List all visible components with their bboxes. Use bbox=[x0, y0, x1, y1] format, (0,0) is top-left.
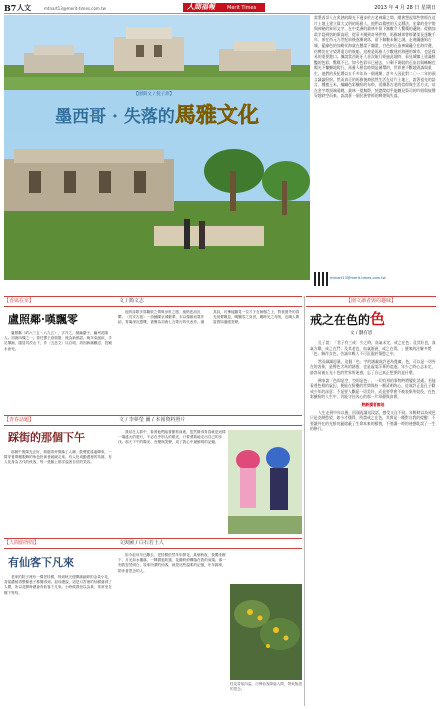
paragraph: 孔子說：「君子有三戒：少之時，血氣未定，戒之在色；及其壯也，血氣方剛，戒之在鬥；及其老也，血氣既衰，戒之在得。」歷來的注解多將「色」解作女色，告誡年輕人不可沉溺於情慾之中。 bbox=[310, 340, 436, 357]
article-body bbox=[4, 450, 114, 534]
section-bar-3 bbox=[4, 538, 302, 549]
paragraph: 佛家說「色即是空，空即是色」，一切有形的事物終將變化消逝。若能看透色相的虛幻，便能在紛擾的世間保持一顆清明的心。這或許正是孔子勸戒少年的深意：不是要人斷絕一切美好，而是要學會不被表象所奴役，在色彩繽紛的人生中，仍能守住內心的那一片寧靜與真實。 bbox=[310, 377, 436, 400]
article-title: 盧照鄰·嘆飄零 bbox=[8, 313, 78, 326]
newspaper-logo bbox=[183, 3, 265, 12]
section-byline: 文 / 李夢瑩 圖 / 本報資料照片 bbox=[119, 417, 186, 423]
author-contact[interactable]: mtnart13@merit-times.com.tw bbox=[330, 276, 386, 280]
osmanthus-photo bbox=[230, 584, 302, 680]
section-byline: 文 / 簡文志 bbox=[119, 298, 144, 304]
lead-tagline: 墨西哥 · 失落的 bbox=[55, 107, 175, 127]
article-body bbox=[4, 331, 114, 411]
article-author: 文 / 劉有恩 bbox=[350, 331, 373, 336]
article-body bbox=[4, 575, 114, 705]
masthead-email: mtnart13@merit-times.com.tw bbox=[44, 6, 106, 11]
section-label: 【青春話題】 bbox=[4, 417, 35, 423]
logo-text-en: Merit Times bbox=[227, 5, 257, 11]
paragraph: 我站在人群中，看著他們踏著節奏前進，忽然覺得青春就是這樣一場盛大的遊行，不必在乎別人的眼光，只要勇敢地走出自己的步伐。那天下午的陽光、音樂與笑聲，成了我心中最鮮明的記憶。 bbox=[118, 430, 226, 445]
issue-date: 2013 年 4 月 28 日 星期日 bbox=[374, 5, 436, 11]
paragraph: 老家的院子裡有一棵老桂樹，每到秋天便開滿細碎的金黃小花，香氣濃郁得整條巷子都聞得到。祖母總說，這是月宮裡的仙樹落到了人間，所以花開時總會有仙客下凡來。小時候我信以為真，常常坐在樹下等待。 bbox=[4, 575, 112, 595]
article-body bbox=[118, 553, 226, 705]
article-title: 有仙客下凡來 bbox=[8, 556, 74, 569]
ruins-photo-top bbox=[4, 15, 310, 90]
column-divider bbox=[304, 296, 305, 706]
photo-credit-strip bbox=[74, 91, 234, 99]
paragraph: 他的詩歌多寫羈旅之情與身世之感，風格悲涼沉鬱。〈長安古意〉一詩鋪陳京城繁華，末以揚雄寂寞作結，寄寓深沉感慨，被譽為初唐七言歌行的代表作。讀其詩，彷彿能聽見一位才子在病榻之上，對著窗外的春光低聲嘆息，嘆飄零之身世，嘆時光之匆匆，也嘆人間富貴如過眼雲煙。 bbox=[118, 310, 300, 325]
article-body bbox=[118, 430, 226, 534]
qr-code bbox=[314, 272, 328, 286]
paragraph: 那個午後陽光正好，街道兩旁擠滿了人潮，鼓聲從遠處傳來，一隊穿著華麗服飾的角色扮演者緩緩走來。有人扮成動漫裡的英雄，有人化身為古代的俠客，每一張臉上都洋溢著自信的笑容。 bbox=[4, 450, 112, 465]
paragraph: 盧照鄰（約六三五～六九五），字升之，號幽憂子，幽州范陽人。初唐四傑之一。曾任鄧王府典簽，後為新都尉。晚年染風疾，手足攣縮，隱居具茨山下，作〈五悲文〉以自明，終因病痛難忍，投潁水而死。 bbox=[4, 331, 112, 351]
article-title bbox=[310, 310, 436, 329]
section-label: 【香風在室】 bbox=[4, 298, 35, 304]
article-body bbox=[310, 340, 436, 705]
article-title: 踩街的那個下午 bbox=[8, 431, 85, 444]
section-name: 人文 bbox=[17, 4, 31, 12]
subheading: 熟齡讀者園地 bbox=[361, 401, 385, 407]
cosplay-photo bbox=[228, 430, 302, 534]
page-number: B7 bbox=[4, 3, 17, 13]
paragraph: 然而細細思量，這個「色」字的涵義或許更為寬廣。色，可以是一切外在的表象，是聲色犬馬的誘惑，也是虛榮浮華的追逐。年少之時心志未定，最容易被五光十色的世界所迷惑，忘了自己真正想要的是什麼。 bbox=[310, 358, 436, 375]
section-bar-1 bbox=[4, 296, 302, 307]
lead-title bbox=[4, 99, 310, 131]
article-body bbox=[118, 310, 302, 412]
section-bar-4 bbox=[306, 296, 436, 307]
lead-photo-panel bbox=[4, 15, 310, 280]
logo-text-cn: 人間福報 bbox=[187, 3, 215, 11]
section-bar-2 bbox=[4, 415, 302, 426]
photo-caption: 桂花香氣四溢，彷彿仙客降臨人間，帶來無盡的思念。 bbox=[230, 682, 302, 692]
section-label: 【園文讀者與的趣味】 bbox=[345, 298, 396, 304]
lead-article-text: 當墨西哥人在炙熱的陽光下漫步於古老神廟之間，總會想起那些曾經在這片土地上建立偉大文明的馬雅人。他們以精密的天文曆法、宏偉的金字塔與神秘的象形文字，在中美洲的叢林中留下無數令人驚嘆的遺跡。從猶加敦半島到恰帕斯高原，從蒂卡爾到奇琴伊察，馬雅城邦曾經繁榮長達數千年，卻在西元九世紀前後逐漸衰落，留下無數未解之謎。走進圖盧姆古城，藍綠色的加勒比海就在懸崖下翻滾，白色的石造神廟矗立在海岸邊，彷彿仍在守望著遠方的航船。這裡是馬雅人少數建於海邊的城市，也是貿易的重要港口。據說當西班牙人首次航行經過此地時，看見城牆上塗滿鮮豔的色彩，驚嘆不已。如今色彩早已褪去，只剩下斑駁的石灰岩與蜥蜴在陽光下慵懶地爬行。馬雅人相信時間是循環的，世界會不斷地毀滅與重生。他們的長紀曆以五千多年為一個週期，許多人因此對二〇一二年的預言議論紛紛。然而真正的馬雅後裔依然生活在這片土地上，說著祖先的語言，種植玉米，編織色彩繽紛的布料，延續著古老的信仰與生活方式。站在金字塔頂端遠眺，叢林一望無際，恍惚間似乎能聽見祭司的吟唱與鼓聲穿越時空而來，訴說著一個民族曾經的輝煌與失落。 bbox=[314, 15, 436, 99]
paragraph: 人生走到中年以後，回頭再讀這段話，感受又自不同。年輕時以為戒色只是克制慾望，如今才懂得，所謂戒之在色，其實是一種對自我的提醒：不要讓外在的光鮮亮麗遮蔽了生命本來的樣貌，不要讓一時的迷戀耽誤了一生的修行。 bbox=[310, 409, 436, 432]
section-byline: 文與圖 / 白石若土人 bbox=[119, 540, 164, 546]
section-label: 【人間偷得閒】 bbox=[4, 540, 40, 546]
title-main: 戒之在色的 bbox=[310, 313, 371, 327]
lead-title-highlight: 馬雅文化 bbox=[174, 102, 259, 127]
ruins-photo-bottom bbox=[4, 131, 310, 280]
paragraph: 如今祖母早已離去，老桂樹依然年年開花。某個秋夜，我獨坐樹下，月光如水灑落，一陣微風吹過，花瓣紛紛飄落在我的肩頭。那一刻我忽然明白，原來所謂的仙客，就是這些溫柔的記憶，年年歸來，陪伴著思念的人。 bbox=[118, 553, 226, 573]
title-emphasis: 色 bbox=[370, 310, 386, 328]
masthead bbox=[4, 3, 436, 14]
photo-credit: 【圖與文 / 倪子沛】 bbox=[133, 92, 175, 97]
